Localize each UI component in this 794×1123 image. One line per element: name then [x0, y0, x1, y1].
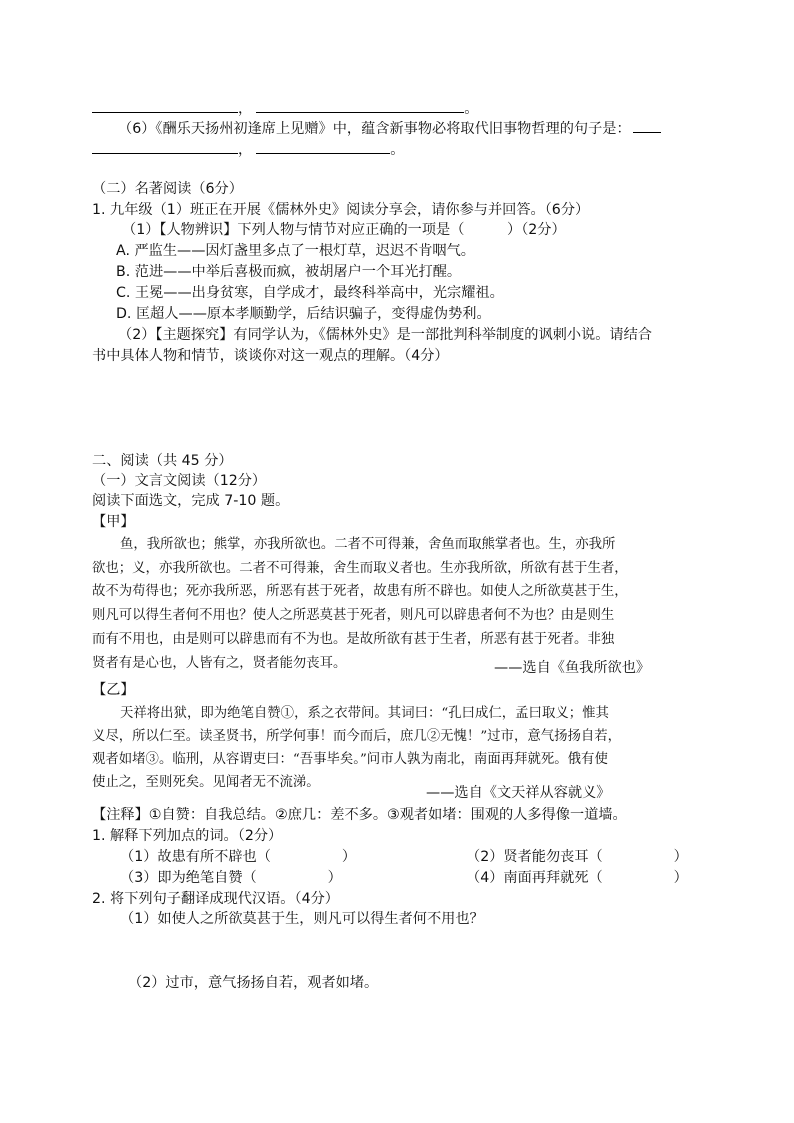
passage-jia-line: 则凡可以得生者何不用也？使人之所恶莫甚于死者，则凡可以辟患者何不为也？由是则生 [92, 608, 615, 623]
section-heading: 二、阅读（共 45 分） [92, 453, 233, 469]
vocab-item[interactable]: （3）即为绝笔自赞（ ） [120, 870, 342, 886]
answer-blank[interactable] [256, 139, 390, 154]
fill-line-5: ， 。 [92, 98, 478, 119]
passage-jia-line: 鱼，我所欲也；熊掌，亦我所欲也。二者不可得兼，舍鱼而取熊掌者也。生，亦我所 [120, 537, 616, 552]
passage-label-jia: 【甲】 [92, 514, 135, 530]
vocab-item[interactable]: （4）南面再拜就死（ ） [466, 870, 688, 886]
answer-blank[interactable] [92, 139, 238, 154]
passage-yi-line: 天祥将出狱，即为绝笔自赞①，系之衣带间。其词曰：“孔曰成仁，孟曰取义；惟其 [120, 706, 609, 721]
answer-blank[interactable] [256, 98, 464, 113]
question-stem: 1. 九年级（1）班正在开展《儒林外史》阅读分享会，请你参与并回答。（6分） [92, 202, 590, 218]
vocab-item[interactable]: （2）贤者能勿丧耳（ ） [466, 849, 688, 865]
passage-yi-line: 使止之，至则死矣。见闻者无不流涕。 [92, 775, 320, 790]
passage-source: ——选自《鱼我所欲也》 [494, 660, 651, 676]
vocab-item[interactable]: （1）故患有所不辟也（ ） [120, 849, 357, 865]
passage-jia-line: 贤者有是心也，人皆有之，贤者能勿丧耳。 [92, 656, 347, 671]
answer-blank[interactable] [92, 98, 238, 113]
sub-question: （1）【人物辨识】下列人物与情节对应正确的一项是（ ）（2分） [122, 222, 566, 238]
question-6: （6）《酬乐天扬州初逢席上见赠》中，蕴含新事物必将取代旧事物哲理的句子是： [118, 118, 661, 139]
passage-source: ——选自《文天祥从容就义》 [426, 785, 611, 801]
passage-jia-line: 故不为苟得也；死亦我所恶，所恶有甚于死者，故患有所不辟也。如使人之所欲莫甚于生， [92, 584, 628, 599]
passage-label-yi: 【乙】 [92, 682, 135, 698]
sub-heading: （一）文言文阅读（12分） [92, 473, 267, 489]
sub-question: （2）【主题探究】有同学认为，《儒林外史》是一部批判科举制度的讽刺小说。请结合 [118, 327, 652, 343]
sub-question-cont: 书中具体人物和情节，谈谈你对这一观点的理解。（4分） [92, 348, 449, 364]
passage-jia-line: 而有不用也，由是则可以辟患而有不为也。是故所欲有甚于生者，所恶有甚于死者。非独 [92, 632, 615, 647]
passage-yi-line: 观者如堵③。临刑，从容谓吏曰：“吾事毕矣。”问市人孰为南北，南面再拜就死。俄有使 [92, 752, 608, 767]
option-c[interactable]: C. 王冕——出身贫寒，自学成才，最终科举高中，光宗耀祖。 [116, 285, 504, 301]
option-d[interactable]: D. 匡超人——原本孝顺勤学，后结识骗子，变得虚伪势利。 [116, 306, 491, 322]
fill-line-6: ， 。 [92, 139, 404, 160]
section-heading: （二）名著阅读（6分） [92, 181, 243, 197]
annotation-notes: 【注释】①自赞：自我总结。②庶几：差不多。③观者如堵：围观的人多得像一道墙。 [92, 807, 627, 823]
translation-item: （1）如使人之所欲莫甚于生，则凡可以得生者何不用也？ [120, 911, 484, 927]
question-stem: 2. 将下列句子翻译成现代汉语。（4分） [92, 891, 339, 907]
translation-item: （2）过市，意气扬扬自若，观者如堵。 [128, 975, 379, 991]
passage-jia-line: 欲也；义，亦我所欲也。二者不可得兼，舍生而取义者也。生亦我所欲，所欲有甚于生者， [92, 561, 628, 576]
option-a[interactable]: A. 严监生——因灯盏里多点了一根灯草，迟迟不肯咽气。 [116, 243, 475, 259]
option-b[interactable]: B. 范进——中举后喜极而疯，被胡屠户一个耳光打醒。 [116, 264, 462, 280]
passage-yi-line: 义尽，所以仁至。读圣贤书，所学何事！而今而后，庶几②无愧！”过市，意气扬扬自若， [92, 729, 622, 744]
instruction: 阅读下面选文，完成 7-10 题。 [92, 493, 290, 509]
question-stem: 1. 解释下列加点的词。（2分） [92, 828, 283, 844]
answer-blank[interactable] [633, 118, 661, 133]
